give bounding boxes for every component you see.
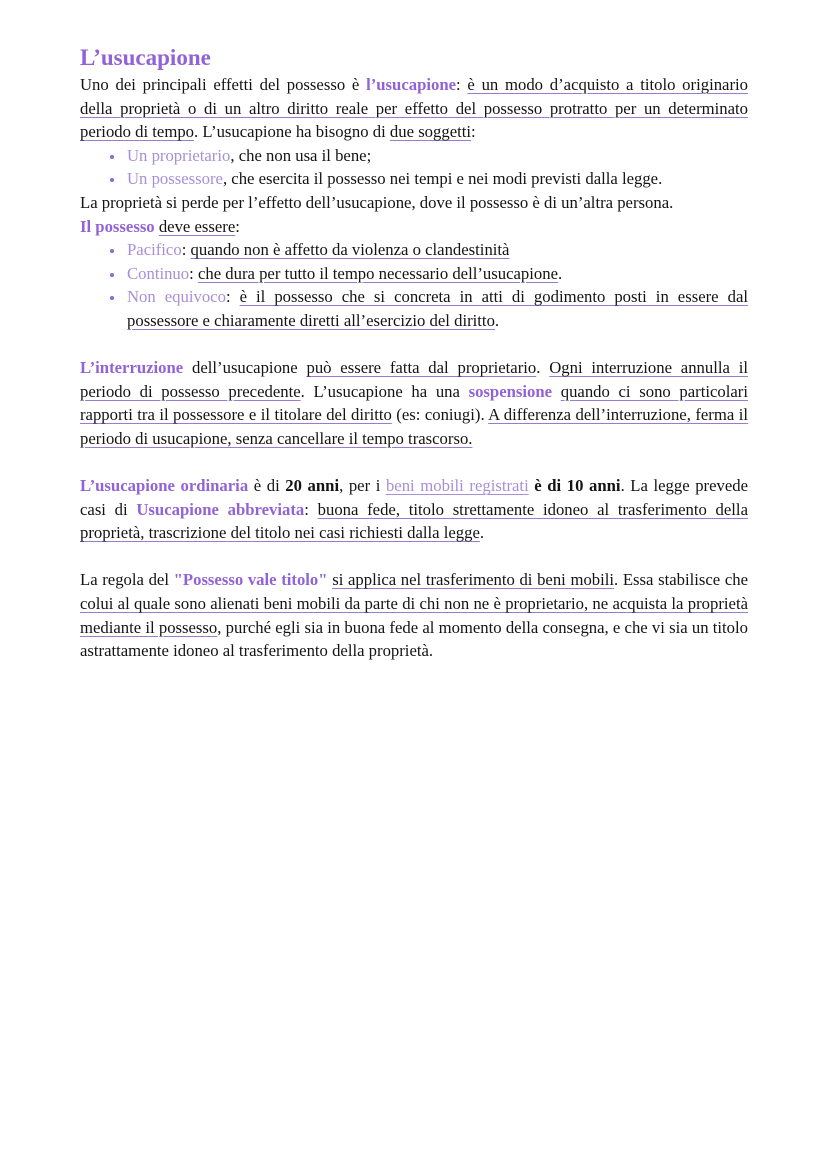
body-text: :: [189, 263, 198, 283]
body-text: :: [181, 240, 191, 260]
body-text: (es: coniugi).: [391, 405, 489, 425]
document-blocks: [80, 73, 748, 663]
body-text: . L’usucapione ha una: [300, 381, 469, 401]
body-text: .: [557, 263, 563, 283]
body-text: .: [479, 523, 485, 543]
body-text: dell’usucapione: [183, 358, 307, 378]
list-item: [125, 167, 748, 191]
paragraph: [80, 191, 748, 215]
underlined-text: deve essere: [158, 216, 236, 236]
underlined-text: può essere fatta dal proprietario: [306, 358, 537, 378]
key-term: "Possesso vale titolo": [173, 570, 328, 590]
body-text: La regola del: [80, 570, 174, 590]
body-text: Uno dei principali effetti del possesso è: [80, 75, 367, 94]
body-text: , che non usa il bene;: [230, 145, 372, 165]
key-term: L’usucapione ordinaria: [80, 476, 249, 496]
term-highlight: Non equivoco: [127, 287, 226, 307]
body-text: . L’usucapione ha bisogno di: [194, 122, 390, 142]
key-term: L’interruzione: [80, 358, 184, 378]
list-item: [125, 144, 748, 168]
body-text: , purché egli sia in buona fede al momento della consegna, e che vi sia un titolo astrattamente idoneo al trasferimento della proprietà.: [80, 617, 748, 661]
underlined-text: si applica nel trasferimento di beni mobili: [332, 570, 615, 590]
key-term: l’usucapione: [366, 75, 457, 94]
key-term: Usucapione abbreviata: [136, 499, 305, 519]
key-term: Il possesso: [80, 216, 155, 236]
paragraph: [80, 568, 748, 662]
bold-text: 20 anni: [285, 476, 340, 496]
body-text: .: [536, 358, 550, 378]
underlined-text: buona fede, titolo strettamente idoneo al trasferimento della proprietà, trascrizione del titolo nei casi richiesti dalla legge: [80, 499, 748, 543]
list-item: [125, 262, 748, 286]
term-highlight: Un possessore: [127, 169, 223, 189]
page-title: L’usucapione: [80, 45, 211, 70]
body-text: :: [471, 122, 476, 142]
paragraph: [80, 215, 748, 239]
underlined-text: quando ci sono particolari rapporti tra il possessore e il titolare del diritto: [80, 381, 748, 425]
body-text: , che esercita il possesso nei tempi e nei modi previsti dalla legge.: [222, 169, 663, 189]
term-highlight-underlined: beni mobili registrati: [385, 476, 529, 496]
underlined-text: A differenza dell’interruzione, ferma il periodo di usucapione, senza cancellare il tempo trascorso.: [80, 405, 748, 448]
body-text: La proprietà si perde per l’effetto dell’usucapione, dove il possesso è di un’altra persona.: [80, 192, 674, 212]
paragraph: [80, 73, 748, 144]
bullet-list: [80, 238, 748, 332]
body-text: . La legge prevede casi di: [80, 476, 749, 519]
body-text: , per i: [339, 476, 386, 496]
underlined-text: che dura per tutto il tempo necessario dell’usucapione: [197, 263, 558, 283]
underlined-text: due soggetti: [389, 122, 472, 142]
underlined-text: quando non è affetto da violenza o clandestinità: [190, 240, 510, 260]
body-text: :: [235, 216, 240, 236]
underlined-text: Ogni interruzione annulla il periodo di possesso precedente: [80, 358, 748, 401]
paragraph-spacer: [80, 451, 748, 475]
body-text: è di: [248, 476, 286, 496]
term-highlight: Un proprietario: [127, 145, 231, 165]
body-text: :: [304, 499, 318, 519]
body-text: .: [494, 310, 500, 330]
body-text: :: [225, 287, 240, 307]
body-text: . Essa stabilisce che: [614, 570, 749, 590]
underlined-text: è un modo d’acquisto a titolo originario della proprietà o di un altro diritto reale per effetto del possesso protratto per un determinato periodo di tempo: [80, 75, 748, 142]
term-highlight: Continuo: [127, 263, 190, 283]
underlined-text: è il possesso che si concreta in atti di godimento posti in essere dal possessore e chiaramente diretti all’esercizio del diritto: [127, 287, 748, 330]
paragraph-spacer: [80, 545, 748, 569]
paragraph: [80, 356, 748, 450]
list-item: [125, 285, 748, 332]
body-text: [552, 382, 561, 401]
key-term: sospensione: [468, 381, 553, 401]
bold-text: è di 10 anni: [534, 476, 621, 496]
paragraph: [80, 474, 748, 545]
list-item: [125, 238, 748, 262]
paragraph-spacer: [80, 333, 748, 357]
body-text: :: [456, 75, 468, 94]
bullet-list: [80, 144, 748, 191]
term-highlight: Pacifico: [127, 240, 182, 260]
underlined-text: colui al quale sono alienati beni mobili da parte di chi non ne è proprietario, ne acquista la proprietà mediante il possesso: [80, 594, 748, 637]
